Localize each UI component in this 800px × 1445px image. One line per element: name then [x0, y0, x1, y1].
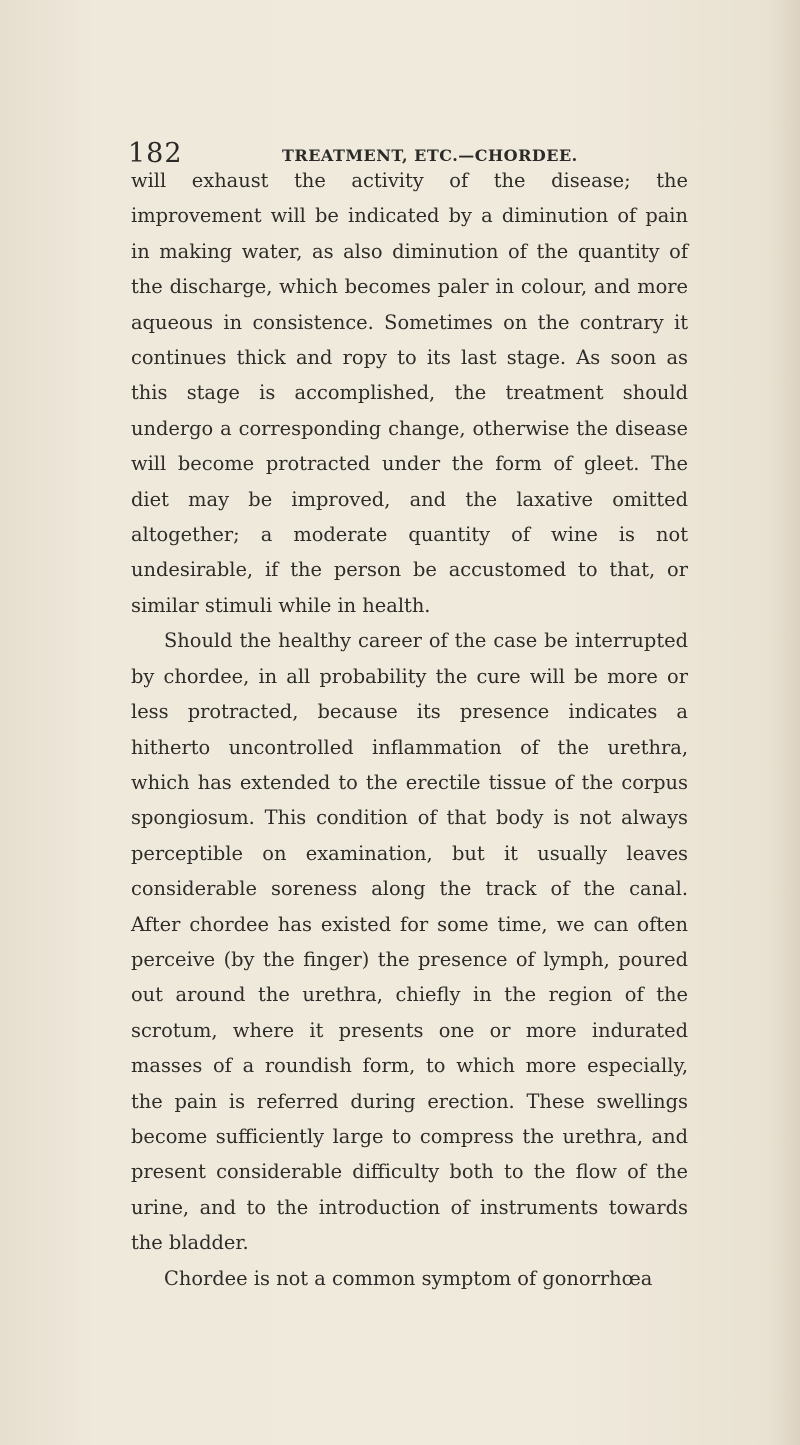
body-text [131, 163, 688, 1296]
page-number: 182 [128, 138, 183, 169]
paragraph-chordee: Should the healthy career of the case be interrupted by chordee, in all probability the cure will be more or less protracted, because its presence indicates a hitherto uncontrolled inflammation of the urethra, which has extended to the erectile tissue of the corpus spongiosum. This condition of that body is not always perceptible on examination, but it usually leaves considerable soreness along the track of the canal. After chordee has existed for some time, we can often perceive (by the finger) the presence of lymph, poured out around the urethra, chiefly in the region of the scrotum, where it presents one or more indurated masses of a roundish form, to which more especially, the pain is referred during erection. These swellings become sufficiently large to compress the urethra, and present considerable difficulty both to the flow of the urine, and to the introduction of instruments towards the bladder. [131, 629, 688, 1255]
paragraph-chordee-common: Chordee is not a common symptom of gonorrhœa [164, 1266, 653, 1290]
paragraph-continued: will exhaust the activity of the disease; the improvement will be indicated by a diminution of pain in making water, as also diminution of the quantity of the discharge, which becomes paler in colour, and more aqueous in consistence. Sometimes on the contrary it continues thick and ropy to its last stage. As soon as this stage is accomplished, the treatment should undergo a corresponding change, otherwise the disease will become protracted under the form of gleet. The diet may be improved, and the laxative omitted altogether; a moderate quantity of wine is not undesirable, if the person be accustomed to that, or similar stimuli while in health. [131, 169, 688, 617]
running-title: TREATMENT, ETC.—CHORDEE. [282, 146, 578, 165]
